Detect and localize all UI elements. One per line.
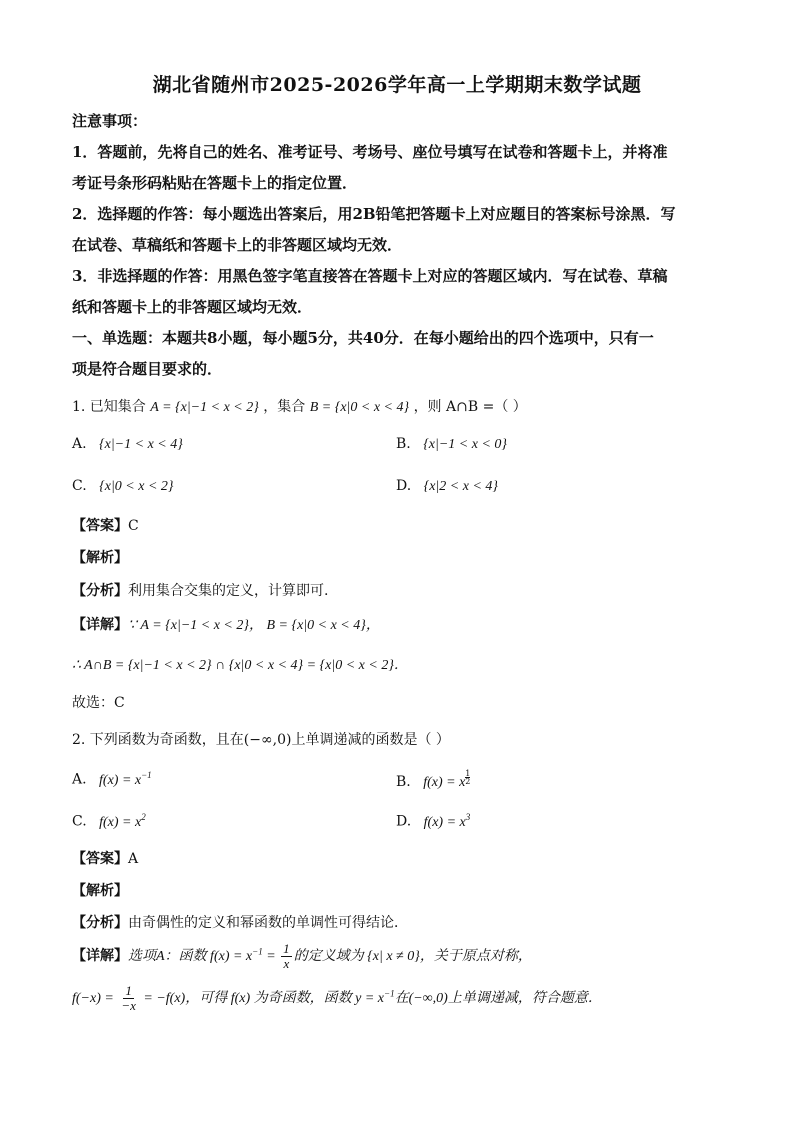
- q1-mid: ，集合: [263, 399, 306, 415]
- q2-xj2-part-b: = −f(x)，可得 f(x) 为奇函数，函数 y = x: [139, 991, 384, 1007]
- exam-title: 湖北省随州市2025-2026学年高一上学期期末数学试题: [152, 74, 642, 96]
- q2-answer-value: A: [128, 851, 139, 867]
- section-1-line-2: 项是符合题目要求的．: [72, 360, 223, 378]
- q2-xj2-denominator: −x: [121, 997, 136, 1013]
- q2-xj1-numerator: 1: [283, 941, 290, 956]
- section-1-line-1: 一、单选题：本题共8小题，每小题5分，共40分．在每小题给出的四个选项中，只有一: [72, 329, 654, 347]
- q1-option-b: [396, 436, 507, 453]
- q1-answer-value: C: [128, 518, 139, 534]
- q1-analysis: [72, 547, 732, 567]
- q1-fenxi-text: 利用集合交集的定义，计算即可.: [128, 583, 329, 599]
- q2-option-c-exponent: 2: [141, 812, 146, 822]
- q2-xiangjie-1: [72, 942, 732, 970]
- q2-answer: [72, 848, 732, 868]
- q1-option-a: [72, 436, 183, 453]
- q1-option-a-label: A.: [72, 436, 87, 452]
- q2-option-b-label: B.: [396, 774, 411, 790]
- q2-option-d: [396, 812, 470, 831]
- q2-option-a-exponent: −1: [141, 770, 152, 780]
- q1-set-a: A = {x|−1 < x < 2}: [150, 400, 259, 415]
- notice-item-1-line-2: 考证号条形码粘贴在答题卡上的指定位置．: [72, 174, 358, 192]
- q1-analysis-tag: 【解析】: [72, 550, 128, 566]
- q2-analysis-tag: 【解析】: [72, 883, 128, 899]
- q2-xj2-part-c: 在(−∞,0)上单调递减，符合题意．: [394, 991, 602, 1007]
- notice-item-2-line-1: 2．选择题的作答：每小题选出答案后，用2B铅笔把答题卡上对应题目的答案标号涂黑．写: [72, 205, 676, 223]
- q2-option-b-exp-den: 2: [465, 777, 471, 787]
- q2-option-b: [396, 770, 470, 791]
- q2-option-b-exponent: [465, 770, 470, 785]
- q2-xj1-part-b: 的定义域为 {x| x ≠ 0}，关于原点对称，: [293, 949, 532, 965]
- q2-xj2-exponent: −1: [384, 988, 395, 999]
- notice-item-2-line-2: 在试卷、草稿纸和答题卡上的非答题区域均无效．: [72, 236, 403, 254]
- q1-option-d-text: {x|2 < x < 4}: [423, 479, 499, 494]
- question-1-stem: [72, 396, 732, 416]
- notice-heading: 注意事项：: [72, 112, 148, 130]
- q1-option-a-text: {x|−1 < x < 4}: [99, 437, 183, 452]
- q1-option-c: [72, 478, 174, 495]
- q2-analysis: [72, 880, 732, 900]
- q2-option-d-label: D.: [396, 813, 412, 830]
- q2-option-d-exponent: 3: [465, 812, 471, 822]
- q2-xj1-part-a: 选项A：函数 f(x) = x: [128, 949, 253, 965]
- q2-xj2-part-a: f(−x) =: [72, 991, 118, 1007]
- q2-xj1-exponent: −1: [252, 946, 263, 957]
- q2-option-c-label: C.: [72, 813, 87, 830]
- q1-xiangjie-line-1: ∵ A = {x|−1 < x < 2}， B = {x|0 < x < 4}，: [128, 618, 380, 633]
- q2-option-c-text: f(x) = x: [99, 814, 142, 830]
- q1-option-b-label: B.: [396, 436, 411, 452]
- q2-option-a: [72, 770, 152, 789]
- q1-option-c-text: {x|0 < x < 2}: [99, 479, 174, 494]
- q2-option-d-text: f(x) = x: [423, 814, 466, 830]
- q1-option-c-label: C.: [72, 478, 87, 494]
- notice-item-1-line-1: 1．答题前，先将自己的姓名、准考证号、考场号、座位号填写在试卷和答题卡上，并将准: [72, 143, 668, 161]
- q2-xj2-numerator: 1: [125, 983, 132, 998]
- q2-xj2-fraction: [119, 984, 138, 1012]
- q2-fenxi-tag: 【分析】: [72, 915, 128, 931]
- q2-xiangjie-2: [72, 984, 732, 1012]
- q1-answer: [72, 515, 732, 535]
- q1-xiangjie-1: [72, 614, 732, 634]
- q2-option-a-text: f(x) = x: [99, 772, 142, 788]
- notice-item-3-line-2: 纸和答题卡上的非答题区域均无效．: [72, 298, 313, 316]
- q1-ask: ，则 A∩B =（ ）: [413, 399, 527, 415]
- q1-prefix: 1. 已知集合: [72, 399, 146, 415]
- q2-option-a-label: A.: [72, 771, 87, 788]
- q1-option-b-text: {x|−1 < x < 0}: [423, 437, 508, 452]
- q1-xiangjie-line-2: ∴ A∩B = {x|−1 < x < 2} ∩ {x|0 < x < 4} = {x|0 < x < 2}．: [72, 658, 408, 673]
- q2-xj1-fraction: [281, 942, 292, 970]
- q1-option-d-label: D.: [396, 478, 412, 494]
- q1-xiangjie-tag: 【详解】: [72, 617, 128, 633]
- q2-xj1-equals: =: [262, 949, 280, 965]
- q1-set-b: B = {x|0 < x < 4}: [309, 400, 410, 415]
- q2-fenxi-text: 由奇偶性的定义和幂函数的单调性可得结论．: [128, 915, 408, 931]
- q1-answer-tag: 【答案】: [72, 518, 128, 534]
- q2-fenxi: [72, 912, 732, 932]
- notice-item-3-line-1: 3．非选择题的作答：用黑色签字笔直接答在答题卡上对应的答题区域内．写在试卷、草稿: [72, 267, 668, 285]
- q1-fenxi-tag: 【分析】: [72, 583, 128, 599]
- q1-choose: 故选：C: [72, 695, 125, 711]
- q1-option-d: [396, 478, 498, 495]
- q1-fenxi: [72, 580, 732, 600]
- q2-answer-tag: 【答案】: [72, 851, 128, 867]
- q2-option-b-text: f(x) = x: [423, 775, 466, 790]
- q1-xiangjie-2: [72, 654, 732, 674]
- q2-option-b-exp-num: 1: [465, 769, 471, 778]
- q2-option-c: [72, 812, 146, 831]
- question-2-stem: 2. 下列函数为奇函数，且在(−∞,0)上单调递减的函数是（ ）: [72, 732, 450, 748]
- q2-xiangjie-tag: 【详解】: [72, 948, 128, 965]
- q2-xj1-denominator: x: [283, 955, 290, 971]
